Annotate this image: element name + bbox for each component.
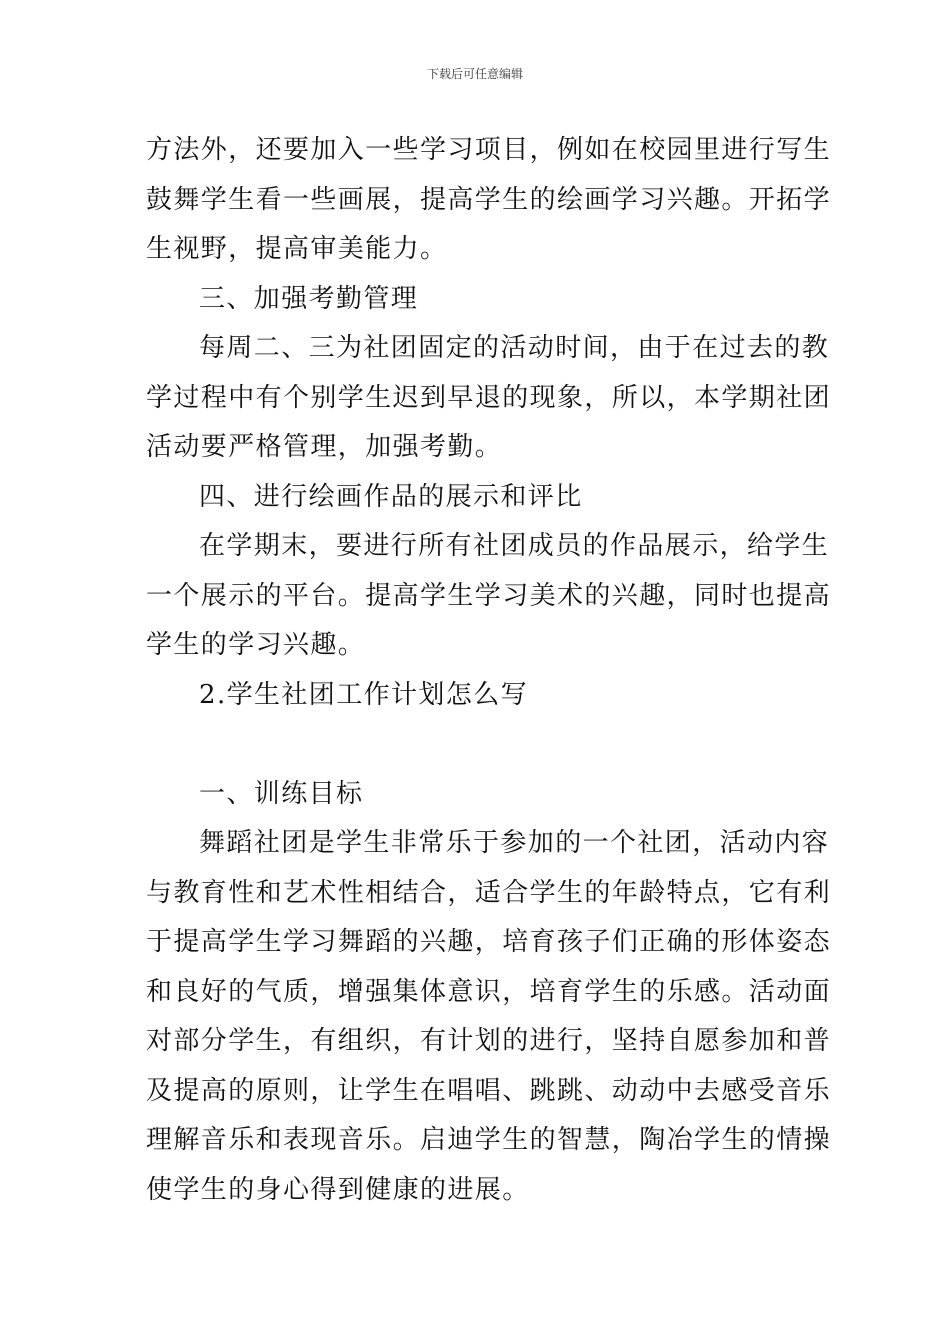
paragraph-line: 于提高学生学习舞蹈的兴趣，培育孩子们正确的形体姿态 — [146, 927, 832, 957]
paragraph-line: 一个展示的平台。提高学生学习美术的兴趣，同时也提高 — [146, 580, 832, 611]
paragraph-line: 学过程中有个别学生迟到早退的现象，所以，本学期社团 — [146, 382, 832, 413]
paragraph-line: 每周二、三为社团固定的活动时间，由于在过去的教 — [199, 333, 830, 363]
page-header-note: 下载后可任意编辑 — [426, 67, 523, 81]
section-heading: 四、进行绘画作品的展示和评比 — [199, 481, 583, 512]
paragraph-line: 及提高的原则，让学生在唱唱、跳跳、动动中去感受音乐 — [146, 1075, 832, 1106]
blank-line — [146, 720, 806, 770]
paragraph-line: 对部分学生，有组织，有计划的进行，坚持自愿参加和普 — [146, 1026, 832, 1056]
section-heading: 一、训练目标 — [199, 778, 364, 809]
paragraph-line: 和良好的气质，增强集体意识，培育学生的乐感。活动面 — [146, 976, 832, 1007]
paragraph-line: 生视野，提高审美能力。 — [146, 234, 448, 264]
paragraph-line: 方法外，还要加入一些学习项目，例如在校园里进行写生 — [146, 135, 832, 165]
document-body — [146, 126, 832, 1215]
paragraph-line: 鼓舞学生看一些画展，提高学生的绘画学习兴趣。开拓学 — [146, 184, 832, 215]
paragraph-line: 理解音乐和表现音乐。启迪学生的智慧，陶冶学生的情操 — [146, 1125, 832, 1155]
article-title: 2.学生社团工作计划怎么写 — [199, 679, 529, 710]
paragraph-line: 舞蹈社团是学生非常乐于参加的一个社团，活动内容 — [199, 828, 830, 858]
paragraph-line: 学生的学习兴趣。 — [146, 630, 366, 660]
paragraph-line: 使学生的身心得到健康的进展。 — [146, 1174, 530, 1205]
section-heading: 三、加强考勤管理 — [199, 283, 419, 314]
paragraph-line: 活动要严格管理，加强考勤。 — [146, 432, 503, 462]
paragraph-line: 在学期末，要进行所有社团成员的作品展示，给学生 — [199, 531, 830, 561]
paragraph-line: 与教育性和艺术性相结合，适合学生的年龄特点，它有利 — [146, 877, 832, 908]
